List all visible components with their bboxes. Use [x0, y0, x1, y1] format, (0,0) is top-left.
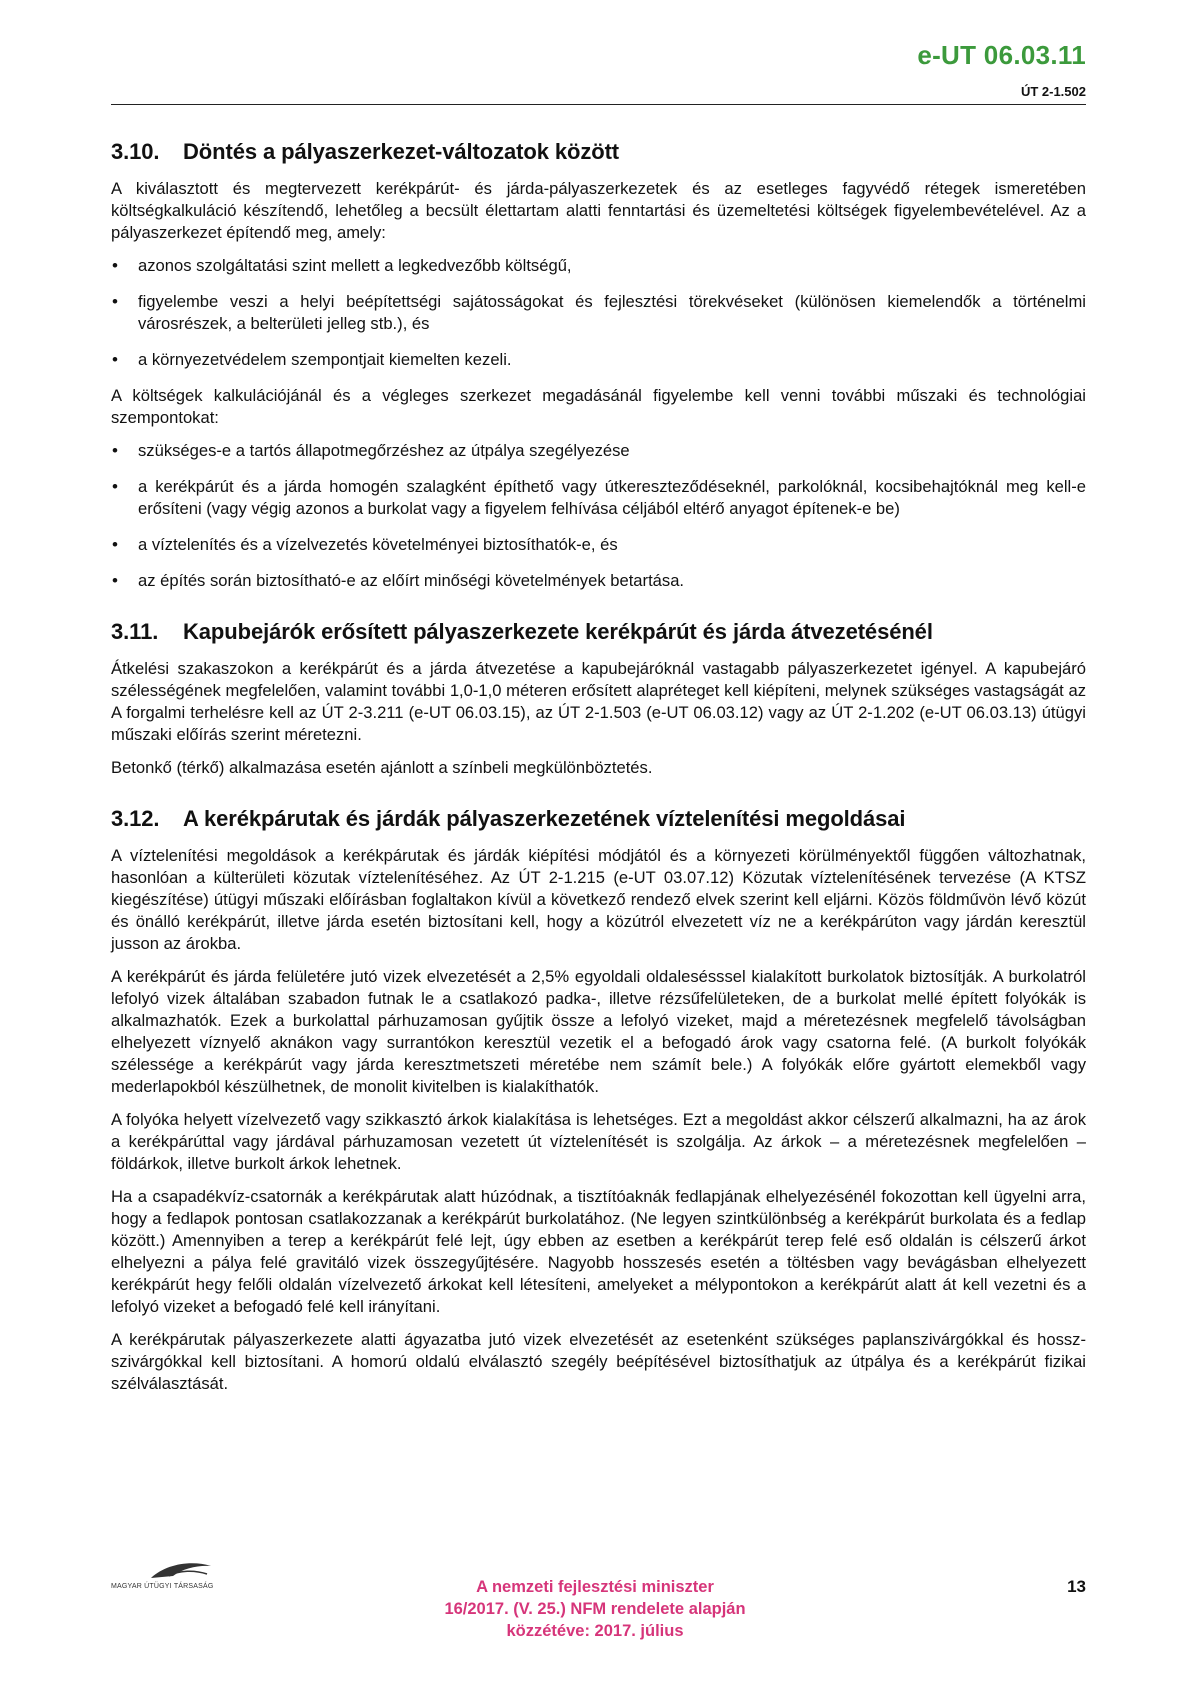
list-item: • szükséges-e a tartós állapotmegőrzéshez az útpálya szegélyezése — [111, 440, 1086, 462]
header-divider — [111, 104, 1086, 105]
paragraph: Átkelési szakaszokon a kerékpárút és a járda átvezetése a kapubejáróknál vastagabb pályaszerkezetet igényel. A kapubejáró szélességének megfelelően, valamint további 1,0-1,0 méteren erősített alapréteget kell kiépíteni, melynek szükséges vastagságát az A forgalmi terhelésre kell az ÚT 2-3.211 (e-UT 06.03.15), az ÚT 2-1.503 (e-UT 06.03.12) vagy az ÚT 2-1.202 (e-UT 06.03.13) útügyi műszaki előírás szerint méretezni. — [111, 659, 1086, 744]
paragraph: Betonkő (térkő) alkalmazása esetén ajánlott a színbeli megkülönböztetés. — [111, 758, 653, 777]
section-heading-3-12 — [111, 805, 1086, 833]
paragraph: Ha a csapadékvíz-csatornák a kerékpárutak alatt húzódnak, a tisztítóaknák fedlapjának elhelyezésénél fokozottan kell ügyelni arra, hogy a fedlapok pontosan csatlakozzanak a kerékpárút burkolatához. (Ne legyen szintkülönbség a kerékpárút burkolata és a fedlap között.) Amennyiben a terep a kerékpárút felé lejt, úgy ebben az esetben a kerékpárút terep felé eső oldalán is célszerű árkot elhelyezni a pálya felé gravitáló vizek összegyűjtésére. Nagyobb hosszesés esetén a töltésben vagy bevágásban elhelyezett kerékpárút hegy felőli oldalán vízelvezető árkokat kell létesíteni, amelyeket a mélypontokon a kerékpárút alatt át kell vezetni és a lefolyó vizeket a befogadó felé kell irányítani. — [111, 1187, 1086, 1316]
page-number: 13 — [1067, 1577, 1086, 1596]
list-item: • figyelembe veszi a helyi beépítettségi sajátosságokat és fejlesztési törekvéseket (különösen kiemelendők a történelmi városrészek, a belterületi jelleg stb.), és — [111, 291, 1086, 335]
bullet-list — [111, 255, 1086, 371]
section-number: 3.12. — [111, 806, 160, 831]
bullet-list — [111, 440, 1086, 592]
document-code: e-UT 06.03.11 — [917, 40, 1086, 70]
standard-code: ÚT 2-1.502 — [1020, 84, 1086, 99]
list-item: • azonos szolgáltatási szint mellett a legkedvezőbb költségű, — [111, 255, 1086, 277]
list-item: • a kerékpárút és a járda homogén szalagként építhető vagy útkereszteződéseknél, parkolóknál, kocsibehajtóknál meg kell-e erősíteni (vagy végig azonos a burkolat vagy a figyelem felhívása céljából eltérő anyagot építenek-e be) — [111, 476, 1086, 520]
section-number: 3.10. — [111, 139, 160, 164]
section-number: 3.11. — [111, 619, 159, 644]
logo-text: MAGYAR ÚTÜGYI TÁRSASÁG — [111, 1583, 214, 1590]
paragraph: A költségek kalkulációjánál és a végleges szerkezet megadásánál figyelembe kell venni további műszaki és technológiai szempontokat: — [111, 386, 1086, 427]
footer-line-1: A nemzeti fejlesztési miniszter — [476, 1578, 714, 1596]
paragraph: A folyóka helyett vízelvezető vagy szikkasztó árkok kialakítása is lehetséges. Ezt a megoldást akkor célszerű alkalmazni, ha az árok a kerékpárúttal vagy járdával párhuzamosan vezetett út víztelenítését is szolgálja. Az árkok – a méretezésnek megfelelően – földárkok, illetve burkolt árkok lehetnek. — [111, 1110, 1086, 1173]
publication-note — [345, 1576, 845, 1642]
list-item: • az építés során biztosítható-e az előírt minőségi követelmények betartása. — [111, 570, 1086, 592]
section-heading-3-10 — [111, 138, 1086, 166]
paragraph: A víztelenítési megoldások a kerékpárutak és járdák kiépítési módjától és a környezeti körülményektől függően változhatnak, hasonlóan a külterületi közutak víztelenítéséhez. Az ÚT 2-1.215 (e-UT 03.07.12) Közutak víztelenítésének tervezése (A KTSZ kiegészítése) útügyi műszaki előírásban foglaltakon kívül a következő rendező elvek szerint kell eljárni. Közös földművön lévő közút és önálló kerékpárút, illetve járda esetén biztosítani kell, hogy a közútról elvezetett víz ne a kerékpárúton vagy járdán keresztül jusson az árokba. — [111, 846, 1086, 953]
paragraph: A kiválasztott és megtervezett kerékpárút- és járda-pályaszerkezetek és az esetleges fagyvédő rétegek ismeretében költségkalkuláció készítendő, lehetőleg a becsült élettartam alatti fenntartási és üzemeltetési költségek figyelembevételével. Az a pályaszerkezet építendő meg, amely: — [111, 179, 1086, 242]
footer-line-2: 16/2017. (V. 25.) NFM rendelete alapján — [444, 1600, 746, 1618]
footer-line-3: közzétéve: 2017. július — [506, 1622, 684, 1640]
section-title: Kapubejárók erősített pályaszerkezete kerékpárút és járda átvezetésénél — [183, 619, 933, 644]
list-item: • a víztelenítés és a vízelvezetés követelményei biztosíthatók-e, és — [111, 534, 1086, 556]
section-heading-3-11 — [111, 618, 1086, 646]
society-logo — [111, 1556, 261, 1600]
paragraph: A kerékpárút és járda felületére jutó vizek elvezetését a 2,5% egyoldali oldalesésssel kialakított burkolatok biztosítják. A burkolatról lefolyó vizek általában szabadon futnak le a csatlakozó padka-, illetve rézsűfelületeken, de a burkolat mellé épített folyókák is alkalmazhatók. Ezek a burkolattal párhuzamosan gyűjtik össze a lefolyó vizeket, majd a méretezésnek megfelelő távolságban elhelyezett víznyelő aknákon vagy surrantókon keresztül vezetik el a befogadó árok vagy csatorna felé. (A burkolt folyókák szélessége a kerékpárút vagy járda keresztmetszeti méretébe nem számít bele.) A folyókák előre gyártott elemekből vagy mederlapokból készülhetnek, de monolit kivitelben is kialakíthatók. — [111, 967, 1086, 1096]
bird-logo-icon — [111, 1556, 261, 1586]
section-title: A kerékpárutak és járdák pályaszerkezetének víztelenítési megoldásai — [183, 806, 906, 831]
section-title: Döntés a pályaszerkezet-változatok között — [183, 139, 620, 164]
paragraph: A kerékpárutak pályaszerkezete alatti ágyazatba jutó vizek elvezetését az esetenként szükséges paplanszivárgókkal és hossz-szivárgókkal kell biztosítani. A homorú oldalú elválasztó szegély beépítésével biztosíthatjuk az útpálya és a kerékpárút fizikai szélválasztását. — [111, 1330, 1086, 1393]
list-item: • a környezetvédelem szempontjait kiemelten kezeli. — [111, 349, 1086, 371]
document-body — [111, 138, 1086, 1406]
